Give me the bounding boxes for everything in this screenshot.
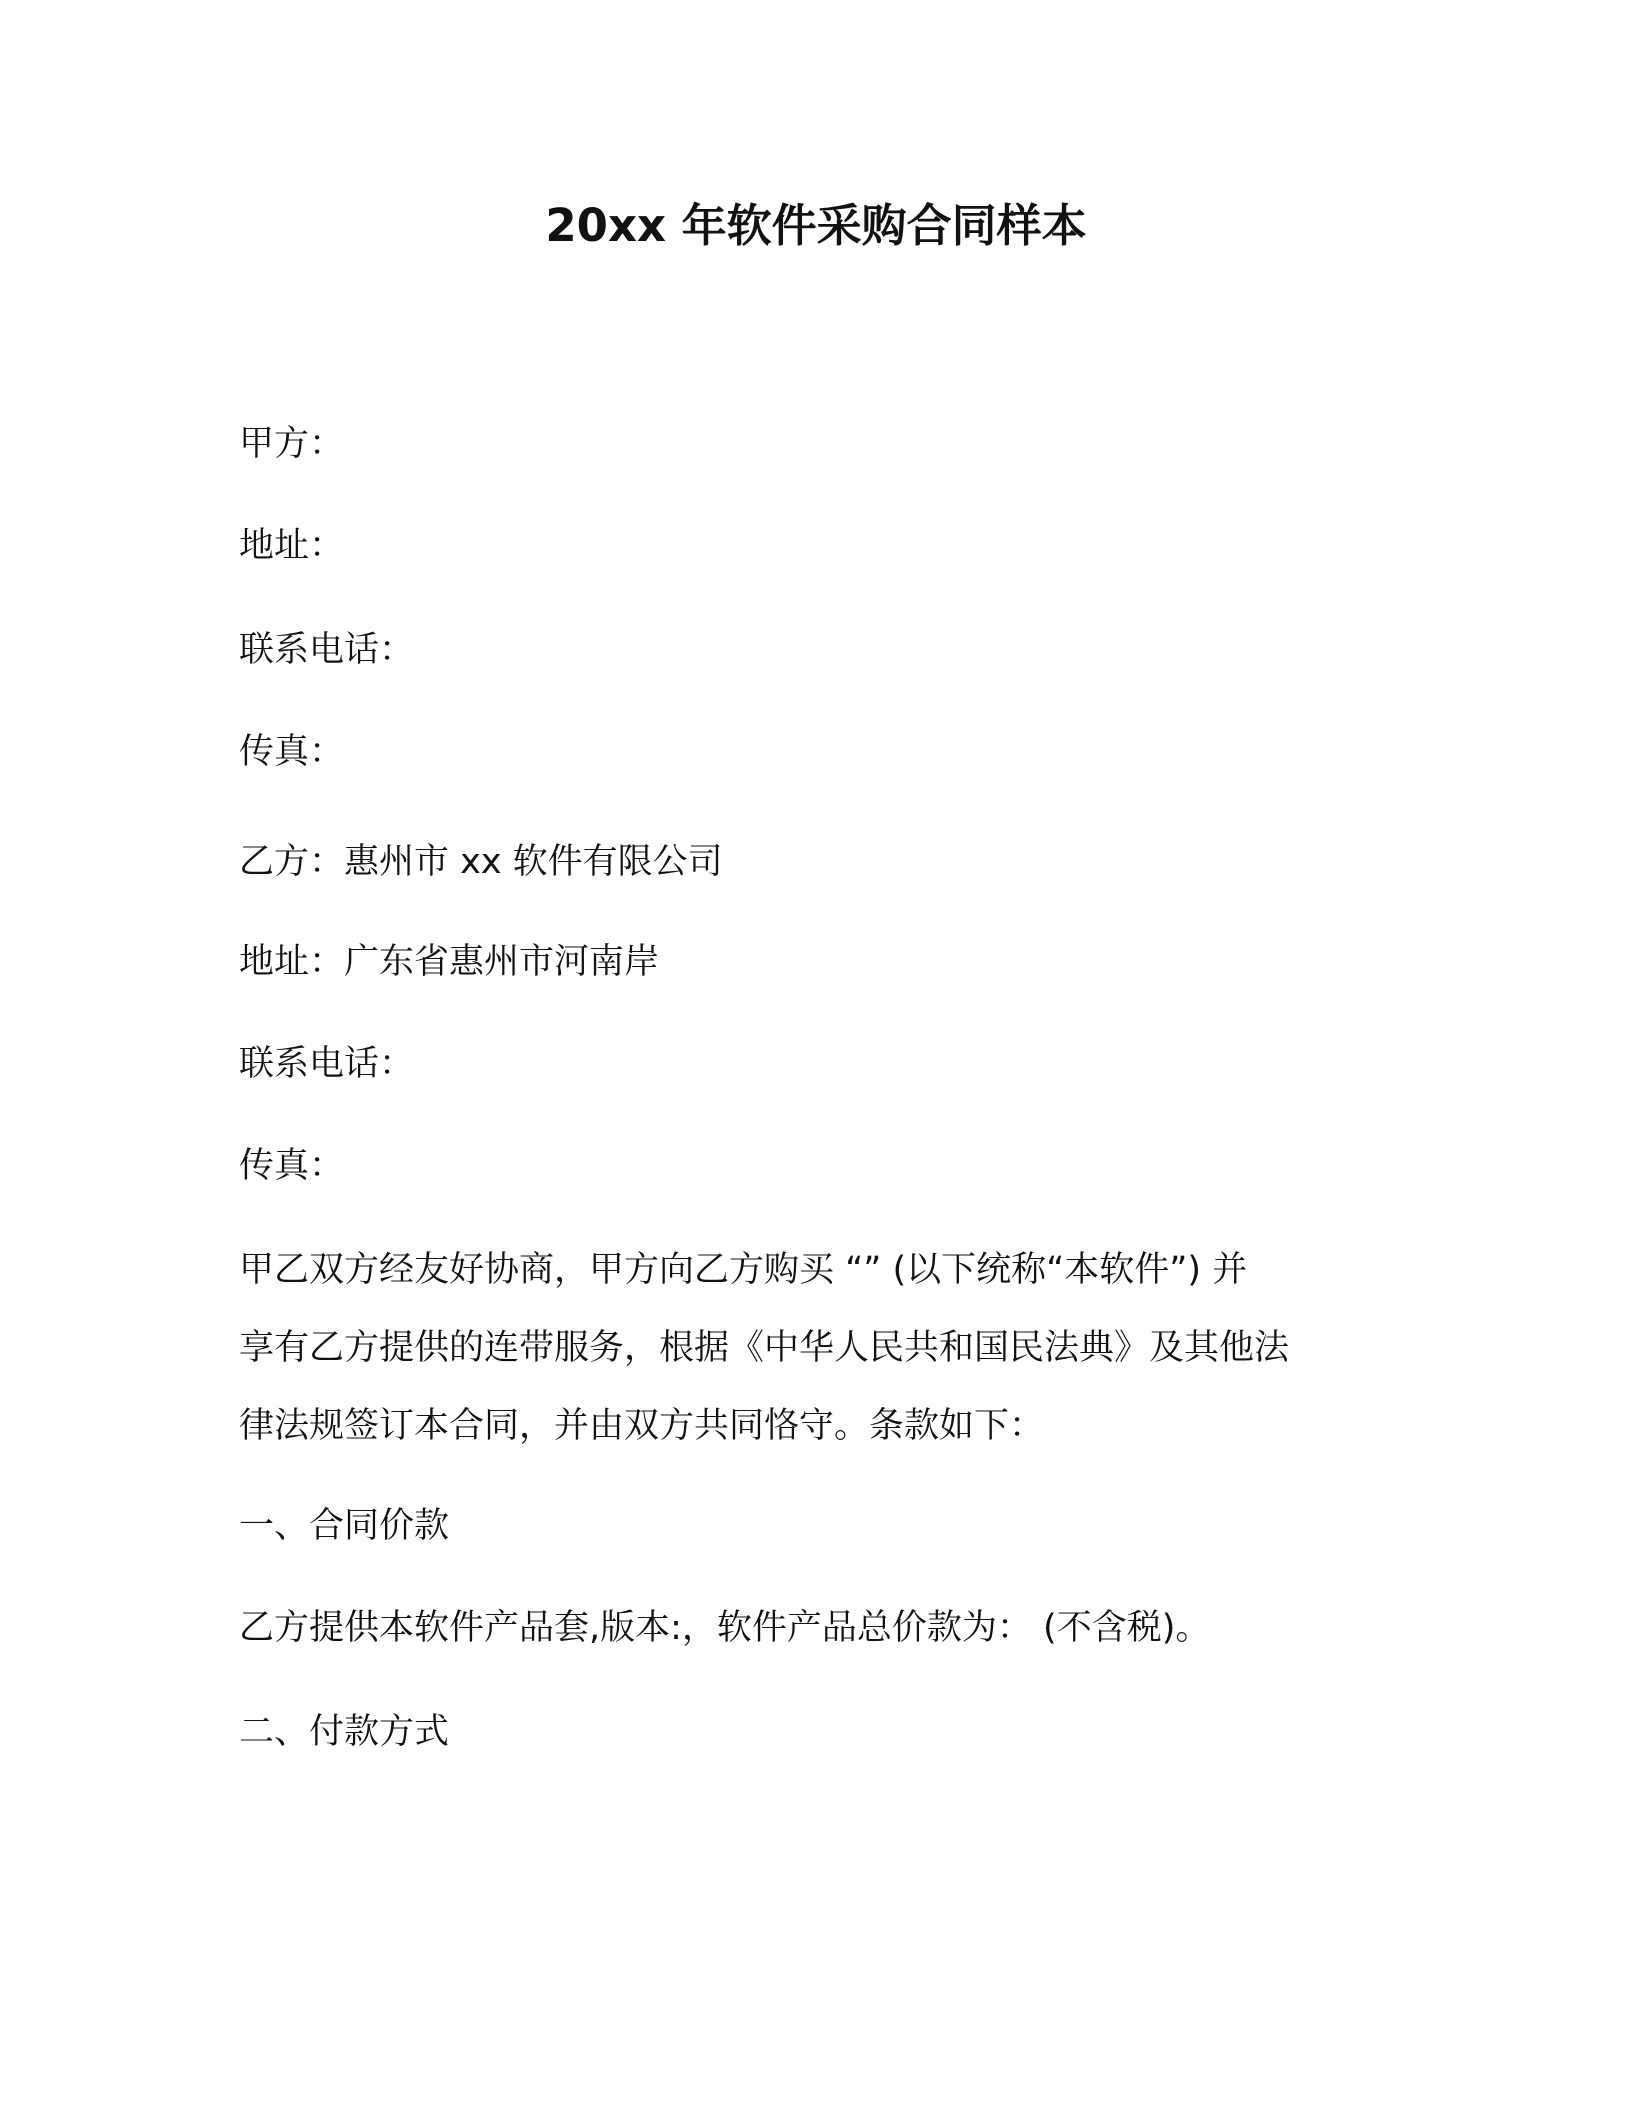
party-a-name-label: 甲方：: [239, 424, 345, 464]
party-a-fax-label: 传真：: [239, 732, 345, 772]
section-2-heading: 二、付款方式: [239, 1712, 450, 1752]
document-title: 20xx 年软件采购合同样本: [545, 199, 1087, 252]
section-1-body: 乙方提供本软件产品套,版本:，软件产品总价款为： (不含税)。: [239, 1608, 1211, 1648]
party-a-phone-label: 联系电话：: [239, 630, 415, 670]
party-a-address-label: 地址：: [239, 526, 345, 566]
party-b-fax-label: 传真：: [239, 1146, 345, 1186]
party-b-address-line: 地址：广东省惠州市河南岸: [239, 942, 660, 982]
intro-line: 律法规签订本合同，并由双方共同恪守。条款如下：: [239, 1406, 1045, 1446]
intro-paragraph: [239, 1231, 1389, 1465]
intro-line: 甲乙双方经友好协商，甲方向乙方购买 “” (以下统称“本软件”) 并: [239, 1250, 1248, 1290]
party-b-phone-label: 联系电话：: [239, 1044, 415, 1084]
party-b-name-line: 乙方：惠州市 xx 软件有限公司: [239, 842, 723, 882]
section-1-heading: 一、合同价款: [239, 1506, 450, 1546]
intro-line: 享有乙方提供的连带服务，根据《中华人民共和国民法典》及其他法: [239, 1328, 1290, 1368]
